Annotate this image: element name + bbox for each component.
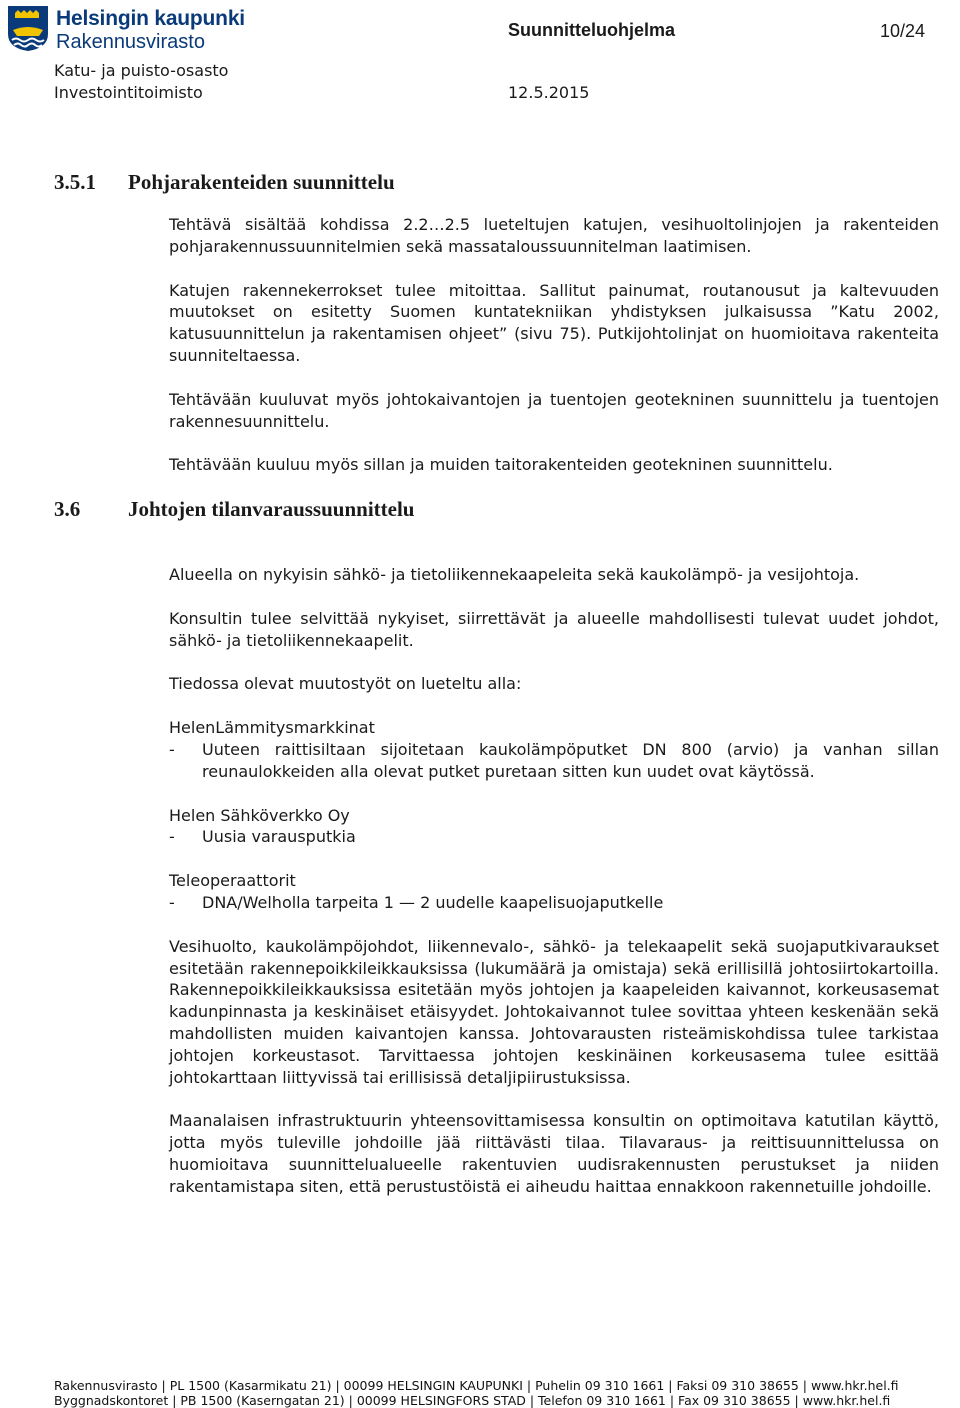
paragraph: Konsultin tulee selvittää nykyiset, siirrettävät ja alueelle mahdollisesti tulevat uudet johdot, sähkö- ja tietoliikennekaapelit. — [169, 608, 939, 650]
list-item — [169, 739, 939, 783]
helsinki-crest-icon — [6, 4, 50, 52]
list-item-text: Uuteen raittisiltaan sijoitetaan kaukolämpöputket DN 800 (arvio) ja vanhan sillan reunaulokkeiden alla olevat putket puretaan sitten kun uudet ovat käytössä. — [202, 739, 939, 781]
list-item-text: Uusia varausputkia — [202, 827, 356, 847]
list-item — [169, 826, 939, 848]
footer-swedish: Byggnadskontoret | PB 1500 (Kaserngatan 21) | 00099 HELSINGFORS STAD | Telefon 09 310 1661 | Fax 09 310 38655 | www.hkr.hel.fi — [54, 1393, 891, 1408]
section-body-3-5-1 — [169, 214, 939, 476]
office-label: Investointitoimisto — [54, 83, 203, 102]
department-label: Katu- ja puisto-osasto — [54, 61, 229, 80]
paragraph: Alueella on nykyisin sähkö- ja tietoliikennekaapeleita sekä kaukolämpö- ja vesijohtoja. — [169, 565, 860, 584]
section-number: 3.5.1 — [54, 170, 96, 194]
brand-department: Rakennusvirasto — [56, 31, 205, 53]
document-date: 12.5.2015 — [508, 83, 590, 102]
list-item — [169, 892, 939, 914]
paragraph: Tehtävään kuuluvat myös johtokaivantojen ja tuentojen geotekninen suunnittelu ja tuentojen rakennesuunnittelu. — [169, 389, 939, 431]
section-title: Johtojen tilanvaraussuunnittelu — [128, 497, 415, 521]
section-body-3-6 — [169, 564, 939, 1198]
paragraph: Tiedossa olevat muutostyöt on lueteltu alla: — [169, 674, 522, 694]
change-group — [169, 870, 939, 914]
section-title: Pohjarakenteiden suunnittelu — [128, 170, 395, 194]
group-name: HelenLämmitysmarkkinat — [169, 718, 375, 738]
paragraph: Vesihuolto, kaukolämpöjohdot, liikennevalo-, sähkö- ja telekaapelit sekä suojaputkivaraukset esitetään rakennepoikkileikkauksissa (lukumäärä ja omistaja) sekä erillisillä johtosiirtokartoilla. Rakennepoikkileikkauksissa esitetään myös johtojen ja kaapeleiden kaivannot, korkeusasemat kadunpinnasta ja keskinäiset etäisyydet. Johtokaivannot tulee sovittaa yhteen keskenään sekä mahdollisten muiden kaivantojen kanssa. Johtovarausten risteämiskohdissa tulee tarkistaa johtojen korkeustasot. Tarvittaessa johtojen keskinäinen korkeusasema tulee esittää johtokarttaan liittyvissä tai erillisissä detaljipiirustuksissa. — [169, 936, 939, 1087]
footer-finnish: Rakennusvirasto | PL 1500 (Kasarmikatu 21) | 00099 HELSINGIN KAUPUNKI | Puhelin 09 310 1661 | Faksi 09 310 38655 | www.hkr.hel.fi — [54, 1378, 899, 1393]
section-number: 3.6 — [54, 497, 81, 521]
change-group — [169, 717, 939, 782]
brand-name: Helsingin kaupunki — [56, 7, 245, 30]
list-dash: - — [169, 827, 175, 847]
paragraph: Katujen rakennekerrokset tulee mitoittaa. Sallitut painumat, routanousut ja kaltevuuden muutokset on esitetty Suomen kuntatekniikan yhdistyksen julkaisussa ”Katu 2002, katusuunnittelun ja rakentamisen ohjeet” (sivu 75). Putkijohtolinjat on huomioitava rakenteita suunniteltaessa. — [169, 280, 939, 365]
list-dash: - — [169, 892, 175, 912]
paragraph: Maanalaisen infrastruktuurin yhteensovittamisessa konsultin on optimoitava katutilan käyttö, jotta myös tuleville johdoille jää riittävästi tilaa. Tilavaraus- ja reittisuunnittelussa on huomioitava suunnittelualueelle rakentuvien uudisrakennusten perustukset ja niiden rakentamistapa siten, että perustustöistä ei aiheudu haittaa ennakkoon rakennetuille johdoille. — [169, 1111, 939, 1196]
group-name: Helen Sähköverkko Oy — [169, 805, 350, 825]
document-title: Suunnitteluohjelma — [508, 20, 676, 40]
list-item-text: DNA/Welholla tarpeita 1 — 2 uudelle kaapelisuojaputkelle — [202, 892, 664, 912]
list-dash: - — [169, 739, 175, 759]
section-heading-3-6 — [54, 497, 414, 522]
page-number: 10/24 — [880, 21, 926, 41]
section-heading-3-5-1 — [54, 170, 395, 195]
paragraph: Tehtävään kuuluu myös sillan ja muiden taitorakenteiden geotekninen suunnittelu. — [169, 455, 833, 475]
group-name: Teleoperaattorit — [169, 871, 296, 891]
paragraph: Tehtävä sisältää kohdissa 2.2…2.5 lueteltujen katujen, vesihuoltolinjojen ja rakenteiden pohjarakennussuunnitelmien sekä massataloussuunnitelman laatimisen. — [169, 215, 939, 256]
change-group — [169, 805, 939, 849]
